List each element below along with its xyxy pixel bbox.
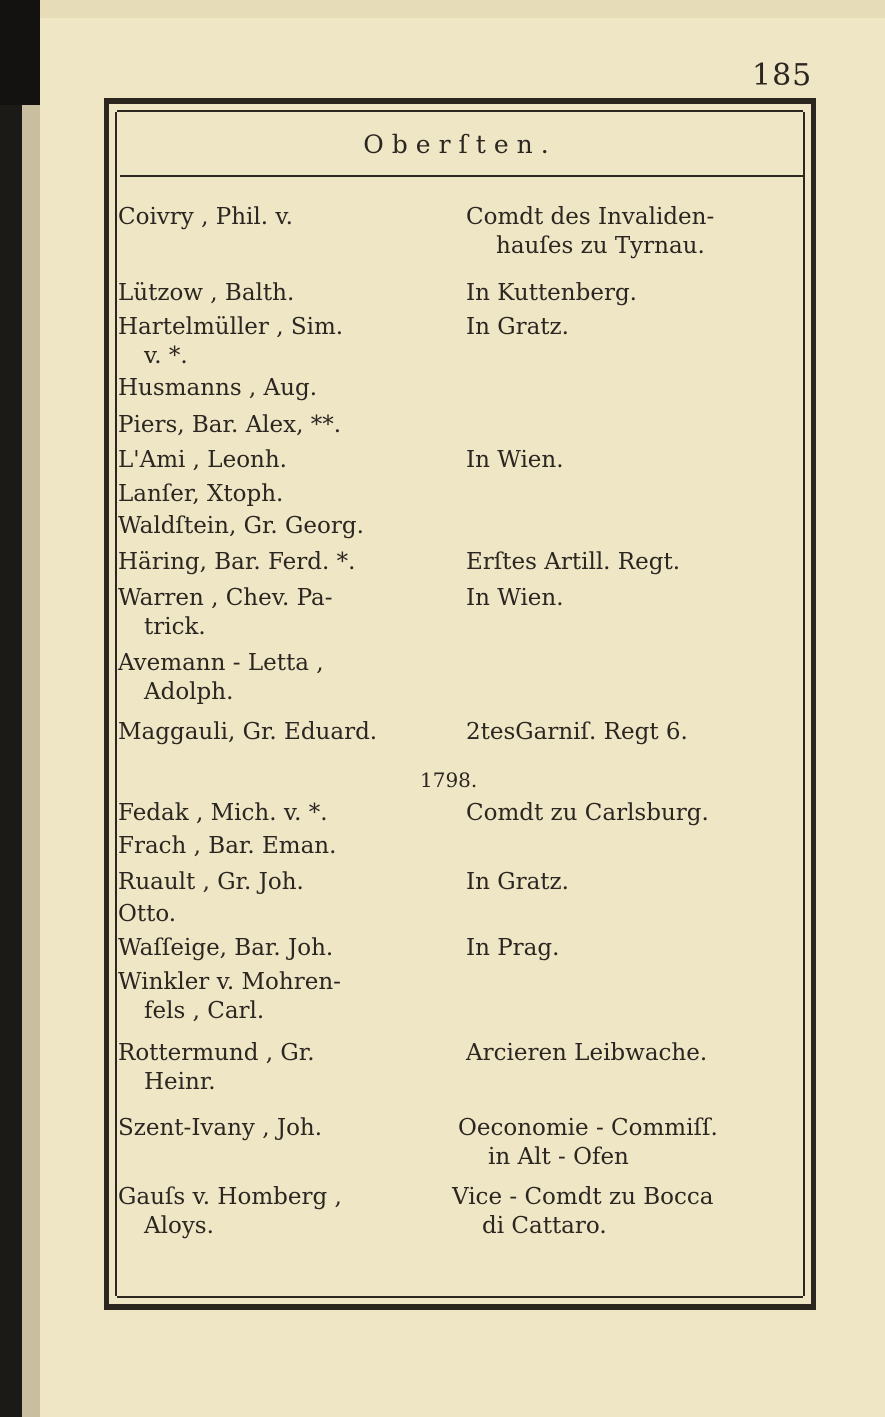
posting-note: 2tesGarniſ. Regt 6. (466, 719, 688, 745)
officer-name: Häring, Bar. Ferd. *. (118, 549, 356, 575)
posting-note: In Gratz. (466, 314, 569, 340)
officer-name: Piers, Bar. Alex, **. (118, 412, 342, 438)
posting-note: Arcieren Leibwache. (466, 1040, 708, 1066)
posting-note: In Wien. (466, 585, 564, 611)
officer-name: Maggauli, Gr. Eduard. (118, 719, 378, 745)
officer-name: Frach , Bar. Eman. (118, 833, 337, 859)
officer-name: Rottermund , Gr. Heinr. (118, 1040, 315, 1095)
posting-note: Comdt zu Carlsburg. (466, 800, 709, 826)
posting-note: Vice - Comdt zu Bocca di Cattaro. (452, 1184, 714, 1239)
officer-name: L'Ami , Leonh. (118, 447, 287, 473)
officer-name: Avemann - Letta , Adolph. (118, 650, 324, 705)
officer-name: Coivry , Phil. v. (118, 204, 293, 230)
officer-name: Waldſtein, Gr. Georg. (118, 513, 364, 539)
posting-note: Erſtes Artill. Regt. (466, 549, 681, 575)
section-heading: Oberſten. (363, 130, 557, 159)
page-number: 185 (752, 58, 813, 93)
officer-name: Fedak , Mich. v. *. (118, 800, 328, 826)
posting-note: Comdt des Invaliden- hauſes zu Tyrnau. (466, 204, 715, 259)
posting-note: In Kuttenberg. (466, 280, 637, 306)
officer-name: Winkler v. Mohren- fels , Carl. (118, 969, 341, 1024)
officer-name: Szent-Ivany , Joh. (118, 1115, 323, 1141)
officer-name: Warren , Chev. Pa- trick. (118, 585, 333, 640)
posting-note: Oeconomie - Commiſſ. in Alt - Ofen (458, 1115, 718, 1170)
officer-name: Lanſer, Xtoph. (118, 481, 284, 507)
posting-note: In Gratz. (466, 869, 569, 895)
posting-note: In Wien. (466, 447, 564, 473)
officer-name: Hartelmüller , Sim. v. *. (118, 314, 344, 369)
posting-note: In Prag. (466, 935, 560, 961)
officer-name: Gauſs v. Homberg , Aloys. (118, 1184, 342, 1239)
officer-name: Husmanns , Aug. (118, 375, 318, 401)
officer-name: Otto. (118, 901, 177, 927)
officer-name: Waſſeige, Bar. Joh. (118, 935, 334, 961)
year-marker: 1798. (420, 768, 478, 792)
officer-name: Lützow , Balth. (118, 280, 295, 306)
officer-name: Ruault , Gr. Joh. (118, 869, 304, 895)
